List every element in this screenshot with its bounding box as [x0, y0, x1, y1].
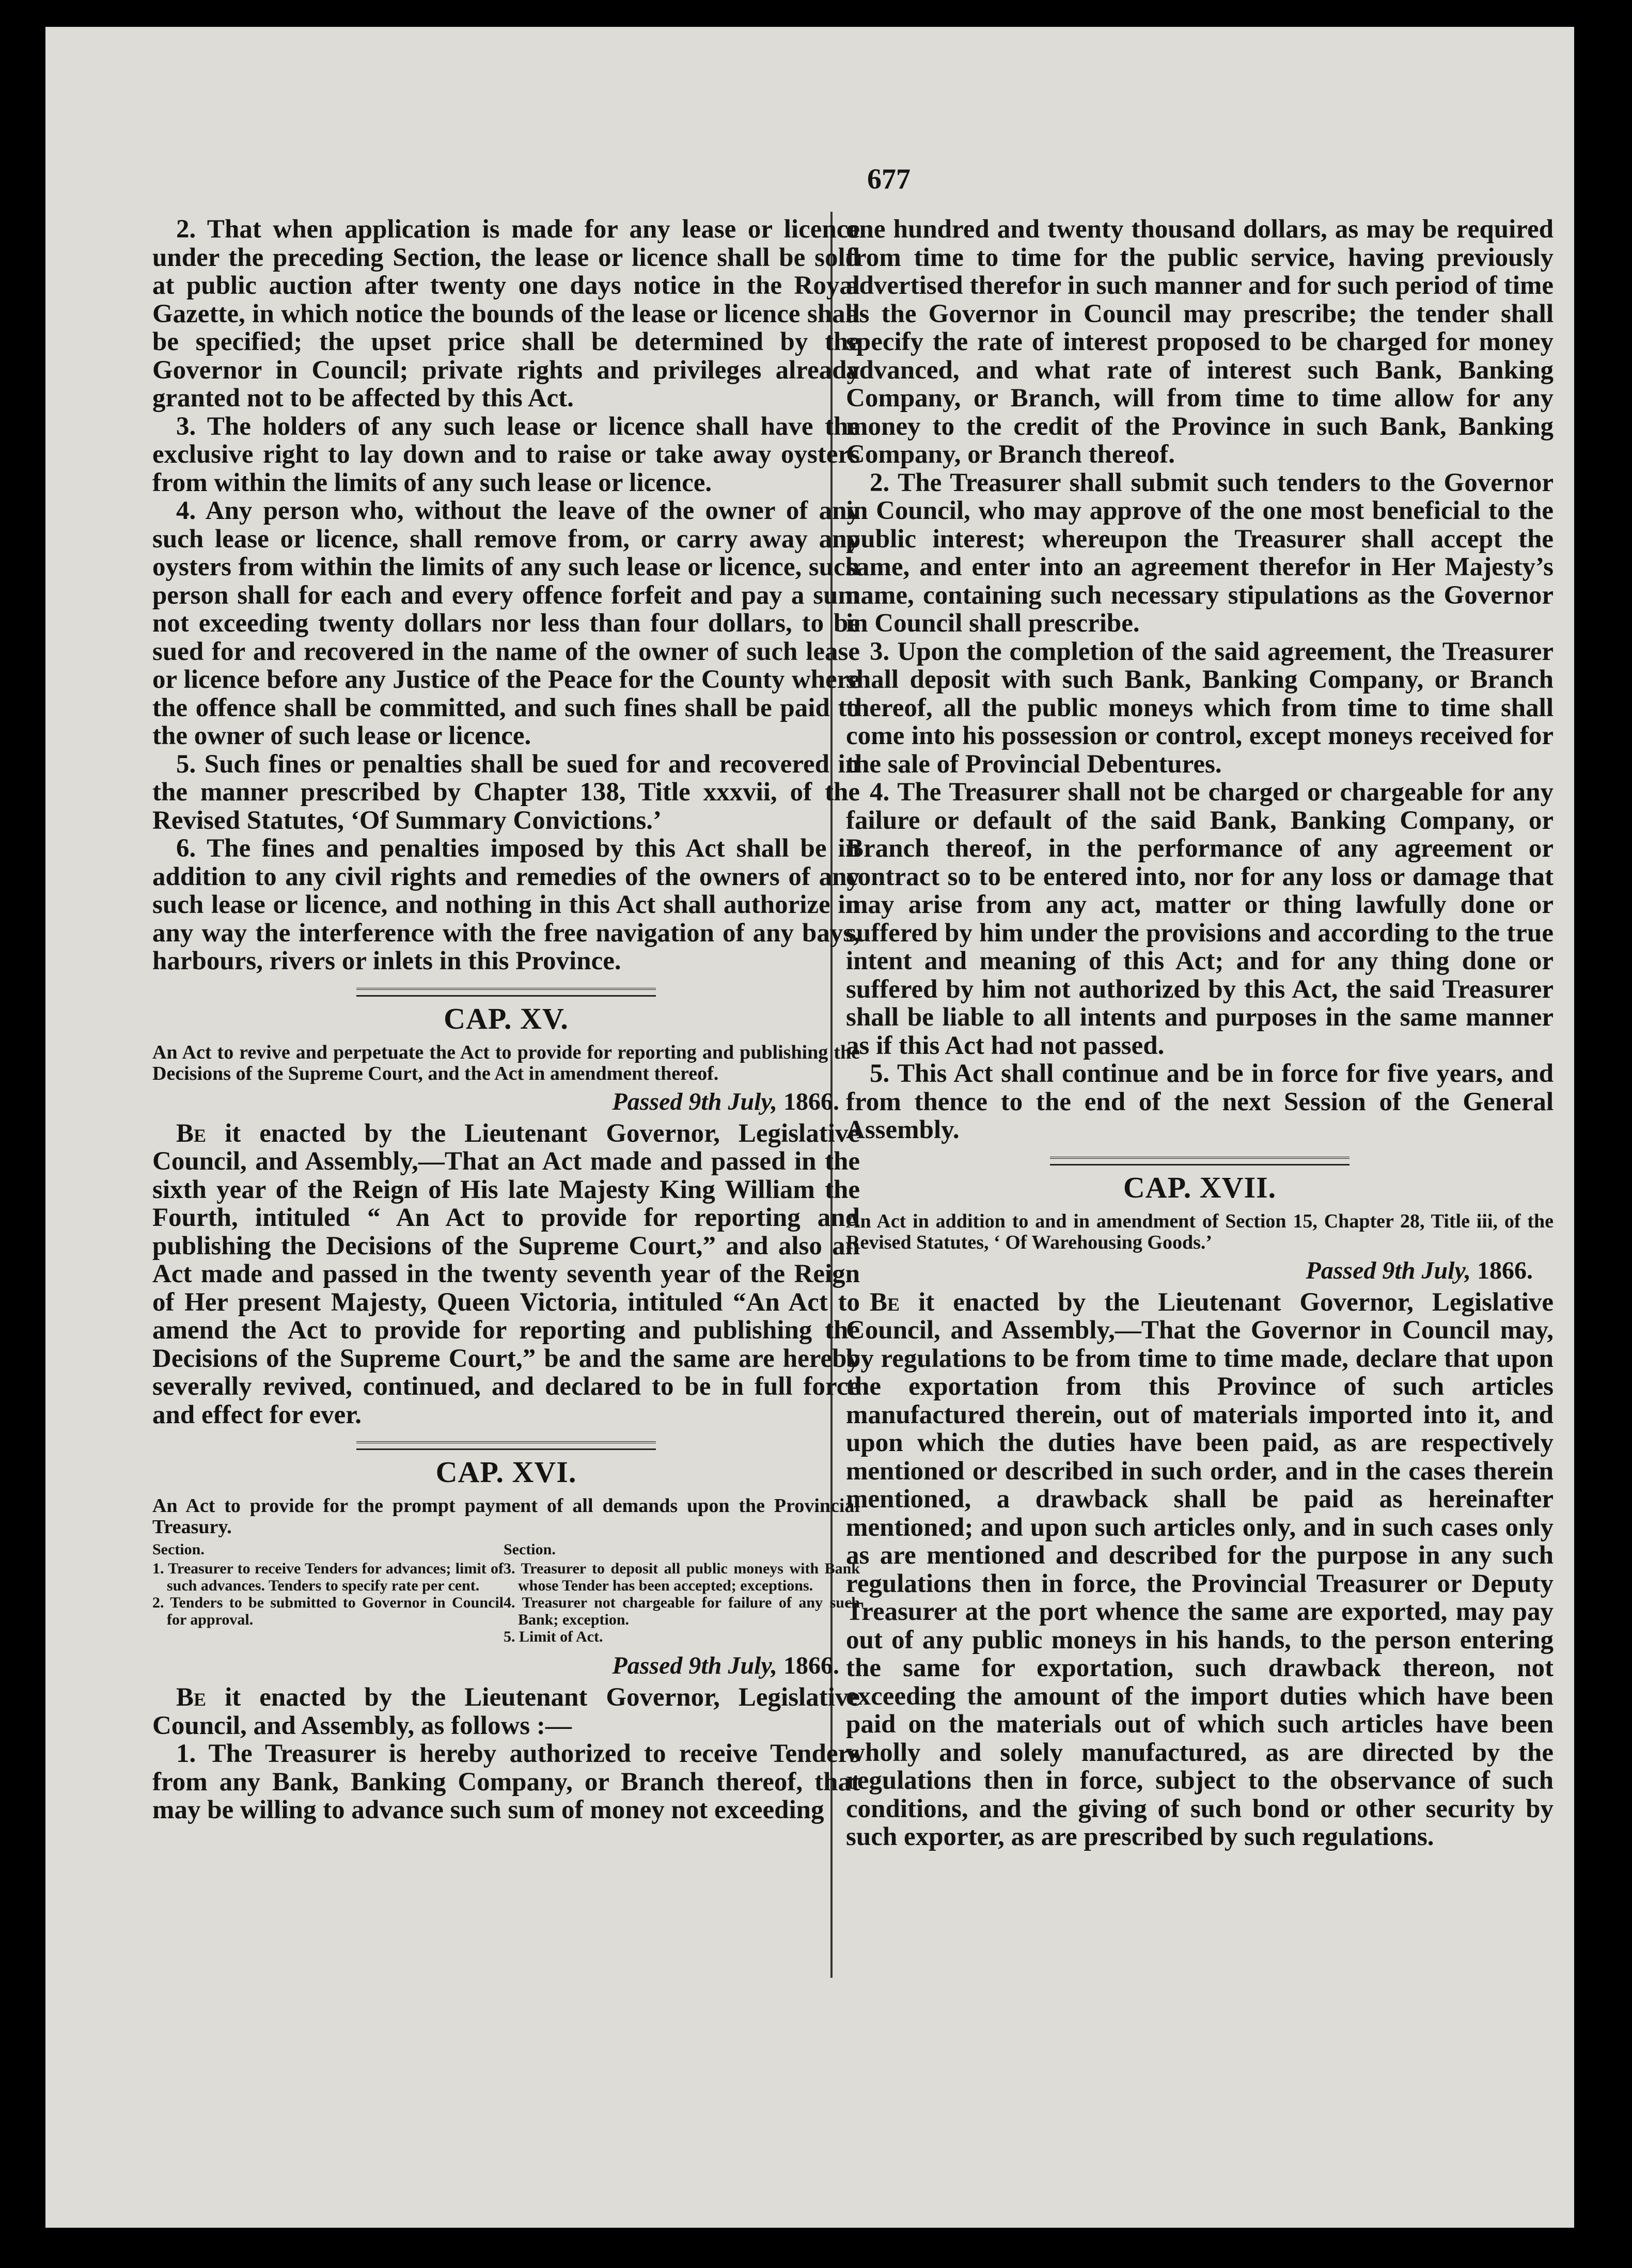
section-index-left: [152, 1541, 504, 1645]
page-number: 677: [867, 163, 911, 195]
cap-15-passed: [152, 1088, 860, 1116]
cap-16-heading: CAP. XVI.: [435, 1455, 577, 1489]
be-word: Be: [870, 1287, 900, 1317]
cap-16-title: An Act to provide for the prompt payment of all demands upon the Provincial Treasury.: [152, 1495, 860, 1538]
cap-17-passed: [846, 1256, 1553, 1285]
cap-15-title: An Act to revive and perpetuate the Act to provide for reporting and publishing the Decisions of the Supreme Court, and the Act in amendment thereof.: [152, 1041, 860, 1084]
cap-16-section-1: 1. The Treasurer is hereby authorized to receive Tenders from any Bank, Banking Company, or Branch thereof, that may be willing to advance such sum of money not exceeding: [152, 1739, 860, 1824]
cap-16-body: it enacted by the Lieutenant Governor, Legislative Council, and Assembly, as follows :—: [152, 1683, 860, 1740]
cap-17-enacting-clause: [846, 1288, 1553, 1851]
passed-date: 9th July,: [1382, 1256, 1471, 1284]
passed-year: 1866.: [783, 1088, 839, 1115]
cap-15-body: it enacted by the Lieutenant Governor, Legislative Council, and Assembly,—That an Act made and passed in the sixth year of the Reign of His late Majesty King William the Fourth, intituled “ An Act to provide for reporting and publishing the Decisions of the Supreme Court,” and also an Act made and passed in the twenty seventh year of the Reign of Her present Majesty, Queen Victoria, intituled “An Act to amend the Act to provide for reporting and publishing the Decisions of the Supreme Court,” be and the same are hereby severally revived, continued, and declared to be in full force and effect for ever.: [152, 1119, 860, 1429]
section-rule: [1050, 1157, 1349, 1166]
section-index-right: [504, 1541, 860, 1645]
cap-16-section-index: [152, 1541, 860, 1645]
cap-17-heading: CAP. XVII.: [1123, 1170, 1277, 1204]
left-column: [152, 215, 860, 1824]
section-index-item: 5. Limit of Act.: [504, 1628, 603, 1645]
cap-17-title: An Act in addition to and in amendment of Section 15, Chapter 28, Title iii, of the Revised Statutes, ‘ Of Warehousing Goods.’: [846, 1210, 1553, 1253]
right-column: [846, 215, 1553, 1851]
cap-16-enacting-clause: [152, 1683, 860, 1740]
section-rule: [356, 1441, 656, 1450]
passed-date: 9th July,: [688, 1652, 777, 1679]
passed-label: Passed: [612, 1088, 683, 1115]
section-rule: [356, 988, 656, 997]
passed-label: Passed: [1306, 1256, 1376, 1284]
section-2-paragraph: 2. That when application is made for any lease or licence under the preceding Section, the lease or licence shall be sold at public auction after twenty one days notice in the Royal Gazette, in which notice the bounds of the lease or licence shall be specified; the upset price shall be determined by the Governor in Council; private rights and privileges already granted not to be affected by this Act.: [152, 215, 860, 413]
section-3-paragraph: 3. The holders of any such lease or licence shall have the exclusive right to lay down and to raise or take away oysters from within the limits of any such lease or licence.: [152, 412, 860, 497]
section-index-header: Section.: [504, 1541, 556, 1558]
passed-date: 9th July,: [688, 1088, 777, 1115]
section-6-paragraph: 6. The fines and penalties imposed by this Act shall be in addition to any civil rights and remedies of the owners of any such lease or licence, and nothing in this Act shall authorize in any way the interference with the free navigation of any bays, harbours, rivers or inlets in this Province.: [152, 834, 860, 975]
section-index-item: 1. Treasurer to receive Tenders for advances; limit of such advances. Tenders to specify rate per cent.: [152, 1560, 504, 1594]
section-1-continued: one hundred and twenty thousand dollars, as may be required from time to time for the public service, having previously advertised therefor in such manner and for such period of time as the Governor in Council may prescribe; the tender shall specify the rate of interest proposed to be charged for money advanced, and what rate of interest such Bank, Banking Company, or Branch, will from time to time allow for any money to the credit of the Province in such Bank, Banking Company, or Branch thereof.: [846, 215, 1553, 469]
section-4-paragraph: 4. Any person who, without the leave of the owner of any such lease or licence, shall remove from, or carry away any oysters from within the limits of any such lease or licence, such person shall for each and every offence forfeit and pay a sum not exceeding twenty dollars nor less than four dollars, to be sued for and recovered in the name of the owner of such lease or licence before any Justice of the Peace for the County where the offence shall be committed, and such fines shall be paid to the owner of such lease or licence.: [152, 496, 860, 750]
section-5-paragraph: 5. Such fines or penalties shall be sued for and recovered in the manner prescribed by Chapter 138, Title xxxvii, of the Revised Statutes, ‘Of Summary Convictions.’: [152, 749, 860, 835]
section-4-paragraph: 4. The Treasurer shall not be charged or chargeable for any failure or default of the said Bank, Banking Company, or Branch thereof, in the performance of any agreement or contract so to be entered into, nor for any loss or damage that may arise from any act, matter or thing lawfully done or suffered by him under the provisions and according to the true intent and meaning of this Act; and for any thing done or suffered by him not authorized by this Act, the said Treasurer shall be liable to all intents and purposes in the same manner as if this Act had not passed.: [846, 778, 1553, 1060]
passed-year: 1866.: [783, 1652, 839, 1679]
section-index-header: Section.: [152, 1541, 205, 1558]
be-word: Be: [176, 1683, 207, 1712]
section-index-item: 3. Treasurer to deposit all public moneys with Bank whose Tender has been accepted; exceptions.: [504, 1560, 860, 1594]
section-5-paragraph: 5. This Act shall continue and be in force for five years, and from thence to the end of the next Session of the General Assembly.: [846, 1059, 1553, 1144]
cap-15-enacting-clause: [152, 1120, 860, 1429]
passed-label: Passed: [612, 1652, 683, 1679]
section-3-paragraph: 3. Upon the completion of the said agreement, the Treasurer shall deposit with such Bank, Banking Company, or Branch thereof, all the public moneys which from time to time shall come into his possession or control, except moneys received for the sale of Provincial Debentures.: [846, 637, 1553, 779]
section-index-item: 4. Treasurer not chargeable for failure of any such Bank; exception.: [504, 1594, 860, 1628]
section-index-item: 2. Tenders to be submitted to Governor in Council for approval.: [152, 1594, 504, 1628]
section-2-paragraph: 2. The Treasurer shall submit such tenders to the Governor in Council, who may approve of the one most beneficial to the public interest; whereupon the Treasurer shall accept the same, and enter into an agreement therefor in Her Majesty’s name, containing such necessary stipulations as the Governor in Council shall prescribe.: [846, 468, 1553, 638]
passed-year: 1866.: [1477, 1256, 1533, 1284]
be-word: Be: [176, 1119, 207, 1148]
cap-15-heading: CAP. XV.: [444, 1001, 569, 1035]
cap-16-passed: [152, 1651, 860, 1680]
cap-17-body: it enacted by the Lieutenant Governor, Legislative Council, and Assembly,—That the Governor in Council may, by regulations to be from time to time made, declare that upon the exportation from this Province of such articles manufactured therein, out of materials imported into it, and upon which the duties have been paid, as are respectively mentioned or described in such order, and in the cases therein mentioned, a drawback shall be paid as hereinafter mentioned; and upon such articles only, and in such cases only as are mentioned and described for the purpose in any such regulations then in force, the Provincial Treasurer or Deputy Treasurer at the port whence the same are exported, may pay out of any public moneys in his hands, to the person entering the same for exportation, such drawback thereon, not exceeding the amount of the import duties which have been paid on the materials out of which such articles have been wholly and solely manufactured, as are directed by the regulations then in force, subject to the observance of such conditions, and the giving of such bond or other security by such exporter, as are prescribed by such regulations.: [846, 1287, 1553, 1851]
